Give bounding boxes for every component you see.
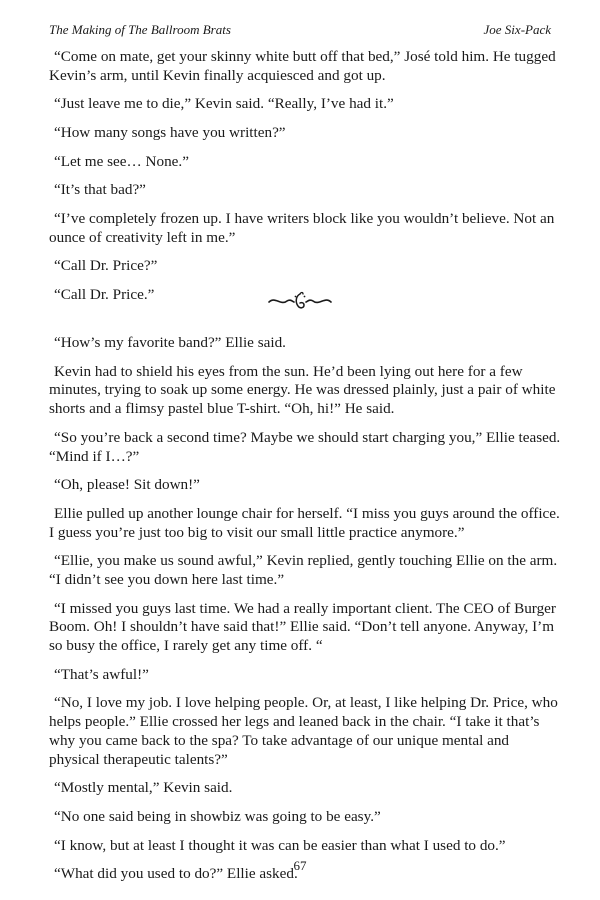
paragraph: Kevin had to shield his eyes from the sun. He’d been lying out here for a few minutes, trying to soak up some energy. He was dressed plainly, just a pair of white shorts and a flimsy pastel blue T-shirt. “Oh, hi!” He said.: [49, 362, 556, 418]
body-text-before-break: [49, 48, 561, 314]
book-title-header: The Making of The Ballroom Brats: [49, 22, 231, 37]
paragraph: “No, I love my job. I love helping people. Or, at least, I like helping Dr. Price, who helps people.” Ellie crossed her legs and leaned back in the chair. “I take it that’s why you came back to the spa? To take advantage of our unique mental and physical therapeutic talents?”: [49, 694, 558, 768]
running-head: [49, 22, 551, 38]
paragraph: “How’s my favorite band?” Ellie said.: [54, 334, 286, 351]
body-text-after-break: [49, 334, 561, 894]
paragraph: Ellie pulled up another lounge chair for herself. “I miss you guys around the office. I guess you’re just too big to visit our small little practice anymore.”: [49, 504, 560, 541]
paragraph: “Ellie, you make us sound awful,” Kevin replied, gently touching Ellie on the arm. “I didn’t see you down here last time.”: [49, 552, 558, 588]
author-header: Joe Six-Pack: [483, 22, 551, 37]
paragraph: “I missed you guys last time. We had a really important client. The CEO of Burger Boom. Oh! I shouldn’t have said that!” Ellie said. “Don’t tell anyone. Anyway, I’m so busy the office, I rarely get any time off. “: [49, 599, 556, 655]
paragraph: “No one said being in showbiz was going to be easy.”: [54, 807, 381, 825]
paragraph: “Let me see… None.”: [54, 152, 189, 170]
page-number: 67: [293, 858, 307, 873]
paragraph: “So you’re back a second time? Maybe we should start charging you,” Ellie teased. “Mind if I…?”: [49, 428, 561, 465]
paragraph: “How many songs have you written?”: [54, 123, 286, 141]
paragraph: “I know, but at least I thought it was can be easier than what I used to do.”: [54, 836, 506, 854]
paragraph: “What did you used to do?” Ellie asked.: [54, 865, 298, 883]
paragraph: “Oh, please! Sit down!”: [54, 476, 200, 494]
fleuron-ornament-icon: [267, 290, 333, 312]
paragraph: “Call Dr. Price.”: [54, 285, 155, 303]
paragraph: “Come on mate, get your skinny white butt off that bed,” José told him. He tugged Kevin’s arm, until Kevin finally acquiesced and got up.: [49, 48, 556, 84]
paragraph: “Mostly mental,” Kevin said.: [54, 779, 233, 797]
paragraph: “It’s that bad?”: [54, 181, 146, 199]
paragraph: “Call Dr. Price?”: [54, 257, 158, 275]
paragraph: “That’s awful!”: [54, 665, 149, 683]
paragraph: “I’ve completely frozen up. I have writers block like you wouldn’t believe. Not an ounce of creativity left in me.”: [49, 209, 555, 246]
section-break: [0, 290, 600, 312]
paragraph: “Just leave me to die,” Kevin said. “Really, I’ve had it.”: [54, 95, 394, 113]
